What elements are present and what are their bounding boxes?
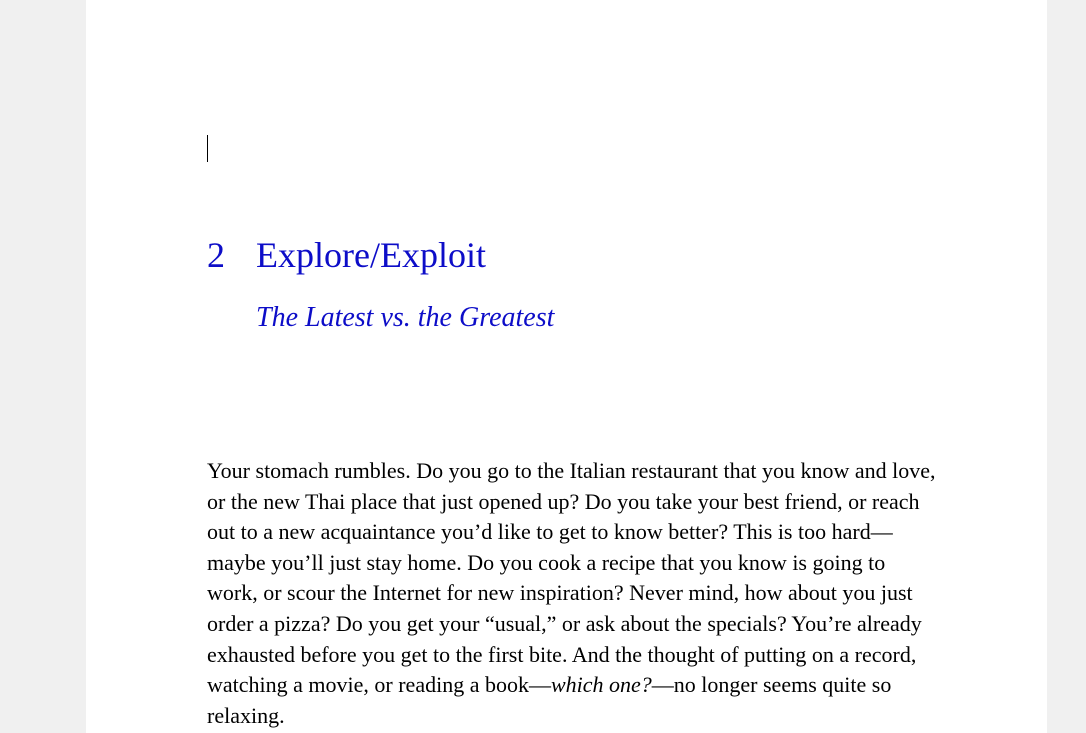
paragraph-text-end: —no longer seems quite so relaxing.: [207, 672, 892, 728]
chapter-title: Explore/Exploit: [256, 235, 486, 275]
chapter-subtitle: The Latest vs. the Greatest: [256, 302, 555, 333]
emphasized-text: which one?: [550, 672, 652, 698]
text-cursor: [207, 135, 208, 162]
chapter-number: 2: [207, 235, 225, 275]
document-page: [86, 0, 1047, 733]
paragraph-text-start: Your stomach rumbles. Do you go to the Italian restaurant that you know and love, or the new Thai place that just opened up? Do you take your best friend, or reach out to a new acquaintance you’d like to get to know better? This is too hard—maybe you’ll just stay home. Do you cook a recipe that you know is going to work, or scour the Internet for new inspiration? Never mind, how about you just order a pizza? Do you get your “usual,” or ask about the specials? You’re already exhausted before you get to the first bite. And the thought of putting on a record, watching a movie, or reading a book—: [207, 458, 936, 698]
body-paragraph: [207, 456, 937, 731]
